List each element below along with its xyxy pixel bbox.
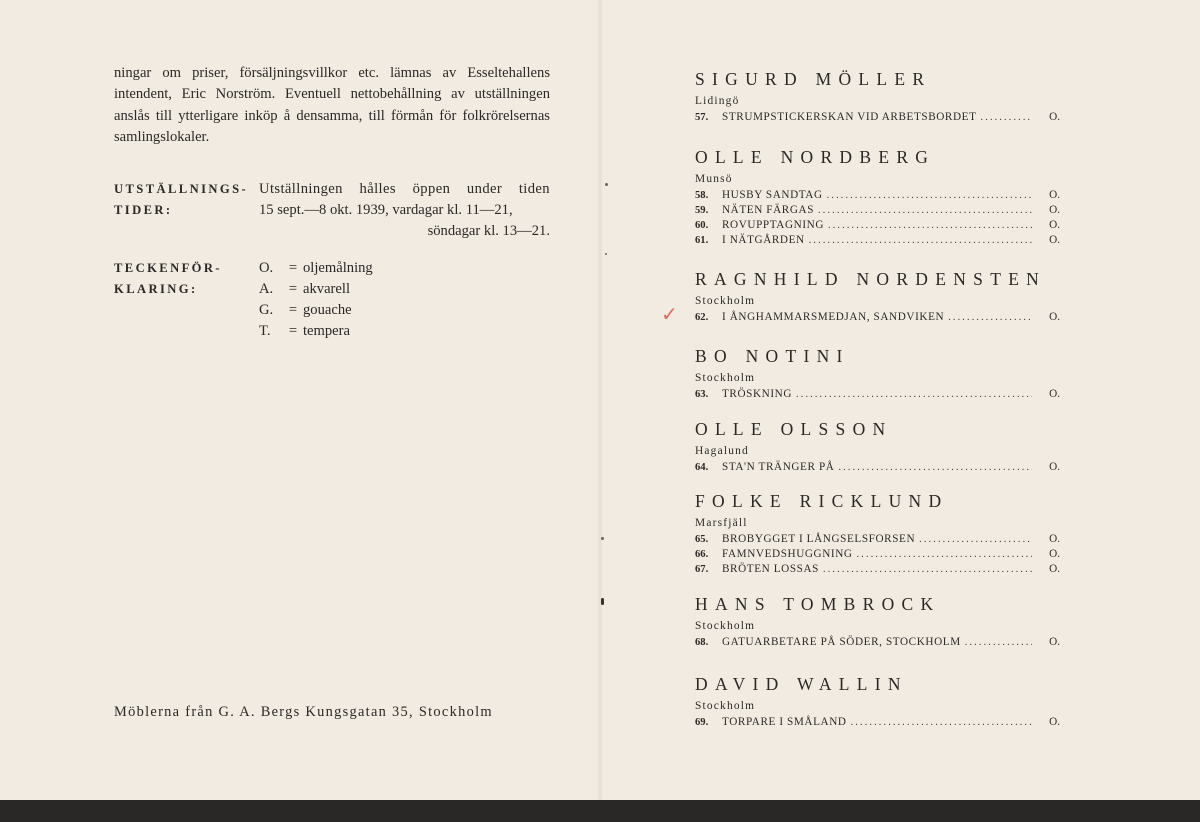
work-title: BROBYGGET I LÅNGSELSFORSEN bbox=[722, 533, 916, 545]
work-title: ROVUPPTAGNING bbox=[722, 219, 825, 231]
legend-code: G. bbox=[259, 302, 274, 318]
work-technique: O. bbox=[1049, 716, 1060, 728]
work-title: I NÄTGÅRDEN bbox=[722, 234, 805, 246]
legend-code: T. bbox=[259, 323, 271, 339]
work-number: 59. bbox=[695, 205, 709, 216]
artist-city: Stockholm bbox=[695, 700, 756, 712]
hours-text bbox=[259, 179, 550, 242]
hours-line2: 15 sept.—8 okt. 1939, vardagar kl. 11—21, bbox=[259, 202, 513, 218]
artist-name: FOLKE RICKLUND bbox=[695, 491, 949, 511]
paper-mark bbox=[605, 253, 607, 255]
artist-entry bbox=[695, 673, 1065, 730]
work-number: 65. bbox=[695, 534, 709, 545]
work-number: 69. bbox=[695, 717, 709, 728]
legend-equals: = bbox=[288, 302, 298, 318]
artist-city: Munsö bbox=[695, 173, 733, 185]
legend-row bbox=[259, 300, 550, 321]
work-row bbox=[695, 532, 1065, 547]
work-technique: O. bbox=[1049, 548, 1060, 560]
work-number: 64. bbox=[695, 462, 709, 473]
left-page bbox=[114, 63, 550, 720]
legend-row bbox=[259, 321, 550, 342]
work-number: 66. bbox=[695, 549, 709, 560]
dot-leader bbox=[796, 387, 1032, 402]
work-title: NÄTEN FÄRGAS bbox=[722, 204, 815, 216]
legend-label bbox=[114, 258, 254, 300]
legend-row bbox=[259, 279, 550, 300]
legend-meaning: akvarell bbox=[303, 281, 350, 297]
hours-line3: söndagar kl. 13—21. bbox=[427, 223, 550, 239]
artist-entry bbox=[695, 146, 1065, 248]
legend-label-line1: TECKENFÖR- bbox=[114, 261, 222, 275]
artist-name: OLLE NORDBERG bbox=[695, 147, 936, 167]
legend-meaning: tempera bbox=[303, 323, 350, 339]
work-row bbox=[695, 233, 1065, 248]
work-title: I ÅNGHAMMARSMEDJAN, SANDVIKEN bbox=[722, 311, 945, 323]
legend-items bbox=[259, 258, 550, 342]
hours-label bbox=[114, 179, 254, 221]
dot-leader bbox=[823, 562, 1032, 577]
work-title: STA'N TRÄNGER PÅ bbox=[722, 461, 835, 473]
work-row bbox=[695, 110, 1065, 125]
legend-meaning: gouache bbox=[303, 302, 352, 318]
work-technique: O. bbox=[1049, 234, 1060, 246]
artist-entry bbox=[695, 490, 1065, 577]
work-technique: O. bbox=[1049, 111, 1060, 123]
legend-code: A. bbox=[259, 281, 274, 297]
dot-leader bbox=[838, 460, 1032, 475]
artist-entry bbox=[695, 345, 1065, 402]
dot-leader bbox=[818, 203, 1032, 218]
intro-paragraph: ningar om priser, försäljningsvillkor etc. lämnas av Esseltehallens intendent, Eric Norström. Eventuell nettobehållning av utställningen anslås till ytterligare inköp å densamma, till förmån för folkrörelsernas samlingslokaler. bbox=[114, 65, 550, 145]
work-number: 58. bbox=[695, 190, 709, 201]
legend-equals: = bbox=[288, 281, 298, 297]
hours-label-line2: TIDER: bbox=[114, 203, 173, 217]
paper-mark bbox=[605, 183, 608, 186]
dot-leader bbox=[948, 310, 1032, 325]
hours-line1: Utställningen hålles öppen under tiden bbox=[259, 181, 550, 197]
work-number: 62. bbox=[695, 312, 709, 323]
artist-name: HANS TOMBROCK bbox=[695, 594, 941, 614]
artist-name: RAGNHILD NORDENSTEN bbox=[695, 269, 1047, 289]
legend-row bbox=[259, 258, 550, 279]
work-technique: O. bbox=[1049, 533, 1060, 545]
work-row bbox=[695, 188, 1065, 203]
scan-background bbox=[0, 800, 1200, 822]
red-check-mark: ✓ bbox=[661, 302, 678, 326]
work-row bbox=[695, 715, 1065, 730]
work-technique: O. bbox=[1049, 189, 1060, 201]
work-title: GATUARBETARE PÅ SÖDER, STOCKHOLM bbox=[722, 636, 961, 648]
artist-entry bbox=[695, 593, 1065, 650]
work-row bbox=[695, 310, 1065, 325]
artist-name: OLLE OLSSON bbox=[695, 419, 893, 439]
work-technique: O. bbox=[1049, 636, 1060, 648]
work-title: TORPARE I SMÅLAND bbox=[722, 716, 847, 728]
paper-mark bbox=[601, 537, 604, 540]
work-row bbox=[695, 635, 1065, 650]
hours-label-line1: UTSTÄLLNINGS- bbox=[114, 182, 249, 196]
work-number: 61. bbox=[695, 235, 709, 246]
work-title: FAMNVEDSHUGGNING bbox=[722, 548, 853, 560]
work-row bbox=[695, 387, 1065, 402]
work-technique: O. bbox=[1049, 388, 1060, 400]
work-title: STRUMPSTICKERSKAN VID ARBETSBORDET bbox=[722, 111, 977, 123]
page-fold bbox=[597, 0, 603, 800]
dot-leader bbox=[851, 715, 1032, 730]
dot-leader bbox=[828, 218, 1032, 233]
artist-entry bbox=[695, 418, 1065, 475]
artist-name: DAVID WALLIN bbox=[695, 674, 908, 694]
work-row bbox=[695, 562, 1065, 577]
work-number: 67. bbox=[695, 564, 709, 575]
dot-leader bbox=[919, 532, 1032, 547]
artist-city: Marsfjäll bbox=[695, 517, 748, 529]
work-title: TRÖSKNING bbox=[722, 388, 793, 400]
work-row bbox=[695, 547, 1065, 562]
artist-entry bbox=[695, 68, 1065, 125]
legend-meaning: oljemålning bbox=[303, 260, 373, 276]
work-title: BRÖTEN LOSSAS bbox=[722, 563, 820, 575]
work-technique: O. bbox=[1049, 563, 1060, 575]
legend-equals: = bbox=[288, 323, 298, 339]
work-row bbox=[695, 203, 1065, 218]
furniture-note: Möblerna från G. A. Bergs Kungsgatan 35, Stockholm bbox=[114, 704, 493, 720]
artist-city: Lidingö bbox=[695, 95, 740, 107]
work-technique: O. bbox=[1049, 311, 1060, 323]
artist-entry bbox=[695, 268, 1065, 325]
dot-leader bbox=[965, 635, 1032, 650]
artist-name: BO NOTINI bbox=[695, 346, 850, 366]
artist-city: Stockholm bbox=[695, 620, 756, 632]
work-row bbox=[695, 218, 1065, 233]
artist-city: Stockholm bbox=[695, 295, 756, 307]
paper-mark bbox=[601, 598, 604, 605]
work-number: 60. bbox=[695, 220, 709, 231]
work-number: 63. bbox=[695, 389, 709, 400]
dot-leader bbox=[827, 188, 1032, 203]
work-row bbox=[695, 460, 1065, 475]
work-title: HUSBY SANDTAG bbox=[722, 189, 823, 201]
legend-equals: = bbox=[288, 260, 298, 276]
dot-leader bbox=[857, 547, 1032, 562]
legend-label-line2: KLARING: bbox=[114, 282, 198, 296]
artist-city: Hagalund bbox=[695, 445, 749, 457]
work-technique: O. bbox=[1049, 461, 1060, 473]
work-number: 68. bbox=[695, 637, 709, 648]
work-technique: O. bbox=[1049, 219, 1060, 231]
dot-leader bbox=[981, 110, 1032, 125]
legend-code: O. bbox=[259, 260, 274, 276]
work-technique: O. bbox=[1049, 204, 1060, 216]
artist-city: Stockholm bbox=[695, 372, 756, 384]
dot-leader bbox=[809, 233, 1032, 248]
work-number: 57. bbox=[695, 112, 709, 123]
artist-name: SIGURD MÖLLER bbox=[695, 69, 932, 89]
